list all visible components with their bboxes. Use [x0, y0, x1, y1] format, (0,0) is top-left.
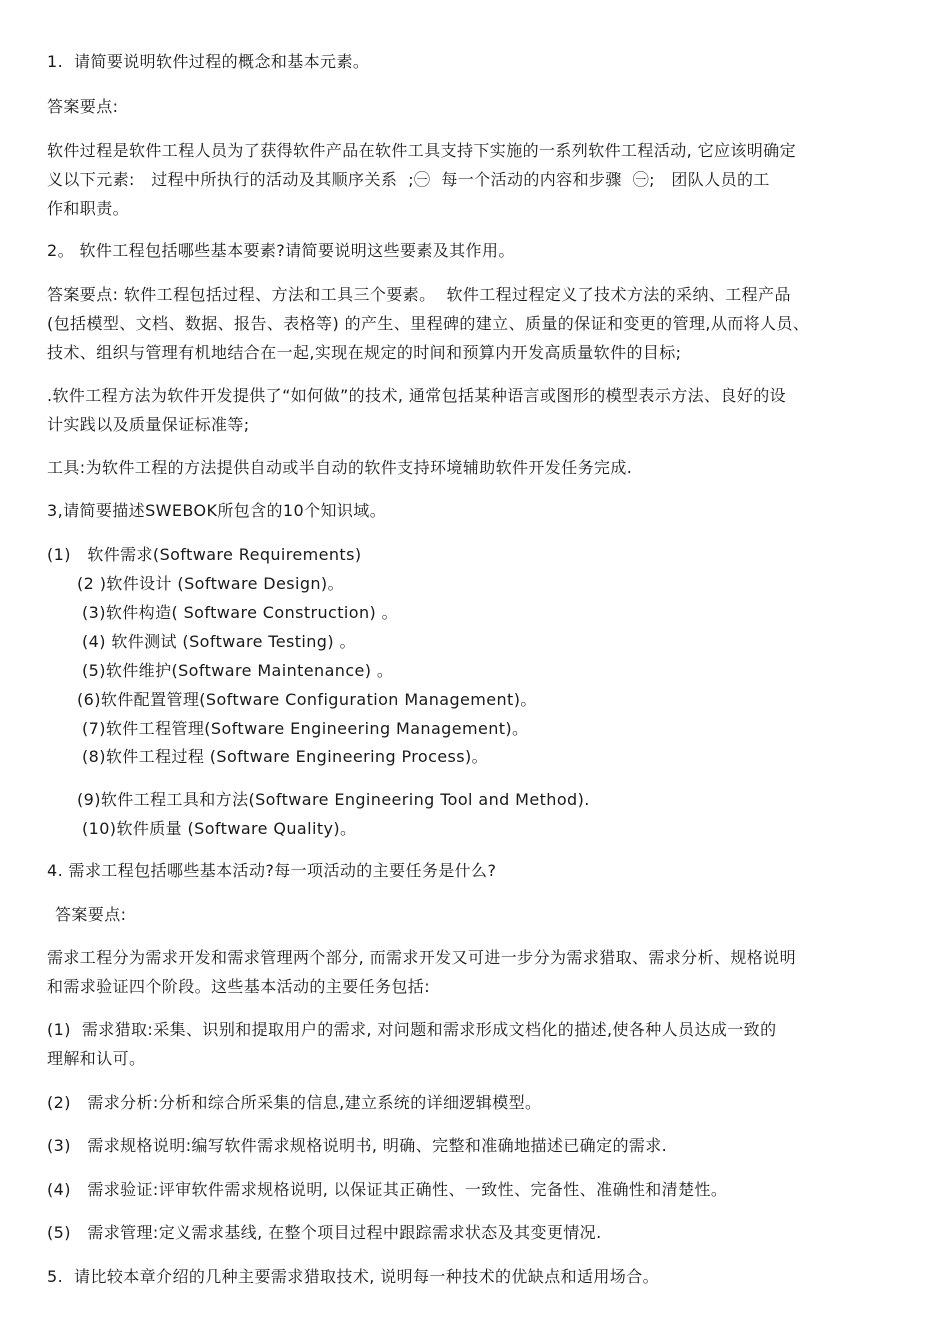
knowledge-area-item: (3)软件构造( Software Construction) 。 — [82, 603, 399, 622]
activity-item: (2) 需求分析:分析和综合所采集的信息,建立系统的详细逻辑模型。 — [47, 1093, 542, 1112]
answer-text: 答案要点: 软件工程包括过程、方法和工具三个要素。 软件工程过程定义了技术方法的采纳、工程产品 — [47, 285, 791, 304]
knowledge-area-item: (1) 软件需求(Software Requirements) — [47, 545, 362, 564]
knowledge-area-item: (2 )软件设计 (Software Design)。 — [77, 574, 344, 593]
knowledge-area-item: (4) 软件测试 (Software Testing) 。 — [82, 632, 356, 651]
activity-item: 理解和认可。 — [47, 1049, 146, 1068]
answer-label: 答案要点: — [55, 905, 127, 924]
answer-label: 答案要点: — [47, 97, 119, 116]
answer-text: (包括模型、文档、数据、报告、表格等) 的产生、里程碑的建立、质量的保证和变更的管理,从而将人员、 — [47, 314, 810, 333]
answer-text: 需求工程分为需求开发和需求管理两个部分, 而需求开发又可进一步分为需求猎取、需求分析、规格说明 — [47, 948, 796, 967]
question-5: 5. 请比较本章介绍的几种主要需求猎取技术, 说明每一种技术的优缺点和适用场合。 — [47, 1267, 660, 1286]
answer-text: 工具:为软件工程的方法提供自动或半自动的软件支持环境辅助软件开发任务完成. — [47, 458, 633, 477]
answer-text: 和需求验证四个阶段。这些基本活动的主要任务包括: — [47, 977, 430, 996]
question-4: 4. 需求工程包括哪些基本活动?每一项活动的主要任务是什么? — [47, 861, 497, 880]
question-3: 3,请简要描述SWEBOK所包含的10个知识域。 — [47, 501, 387, 520]
knowledge-area-item: (8)软件工程过程 (Software Engineering Process)。 — [82, 747, 489, 766]
question-1: 1. 请简要说明软件过程的概念和基本元素。 — [47, 52, 370, 71]
answer-text: 计实践以及质量保证标准等; — [47, 415, 250, 434]
knowledge-area-item: (7)软件工程管理(Software Engineering Management)。 — [82, 719, 529, 738]
knowledge-area-item: (9)软件工程工具和方法(Software Engineering Tool and Method). — [77, 790, 590, 809]
answer-text: 义以下元素: 过程中所执行的活动及其顺序关系 ;㊀ 每一个活动的内容和步骤 ㊀; 团队人员的工 — [47, 170, 770, 189]
activity-item: (3) 需求规格说明:编写软件需求规格说明书, 明确、完整和准确地描述已确定的需求. — [47, 1136, 668, 1155]
activity-item: (5) 需求管理:定义需求基线, 在整个项目过程中跟踪需求状态及其变更情况. — [47, 1223, 602, 1242]
activity-item: (1) 需求猎取:采集、识别和提取用户的需求, 对问题和需求形成文档化的描述,使各种人员达成一致的 — [47, 1020, 777, 1039]
answer-text: 作和职责。 — [47, 199, 130, 218]
answer-text: .软件工程方法为软件开发提供了“如何做”的技术, 通常包括某种语言或图形的模型表示方法、良好的设 — [47, 386, 787, 405]
knowledge-area-item: (10)软件质量 (Software Quality)。 — [82, 819, 357, 838]
knowledge-area-item: (6)软件配置管理(Software Configuration Management)。 — [77, 690, 537, 709]
answer-text: 技术、组织与管理有机地结合在一起,实现在规定的时间和预算内开发高质量软件的目标; — [47, 343, 682, 362]
answer-text: 软件过程是软件工程人员为了获得软件产品在软件工具支持下实施的一系列软件工程活动, 它应该明确定 — [47, 141, 796, 160]
question-2: 2。 软件工程包括哪些基本要素?请简要说明这些要素及其作用。 — [47, 241, 515, 260]
knowledge-area-item: (5)软件维护(Software Maintenance) 。 — [82, 661, 394, 680]
activity-item: (4) 需求验证:评审软件需求规格说明, 以保证其正确性、一致性、完备性、准确性和清楚性。 — [47, 1180, 728, 1199]
